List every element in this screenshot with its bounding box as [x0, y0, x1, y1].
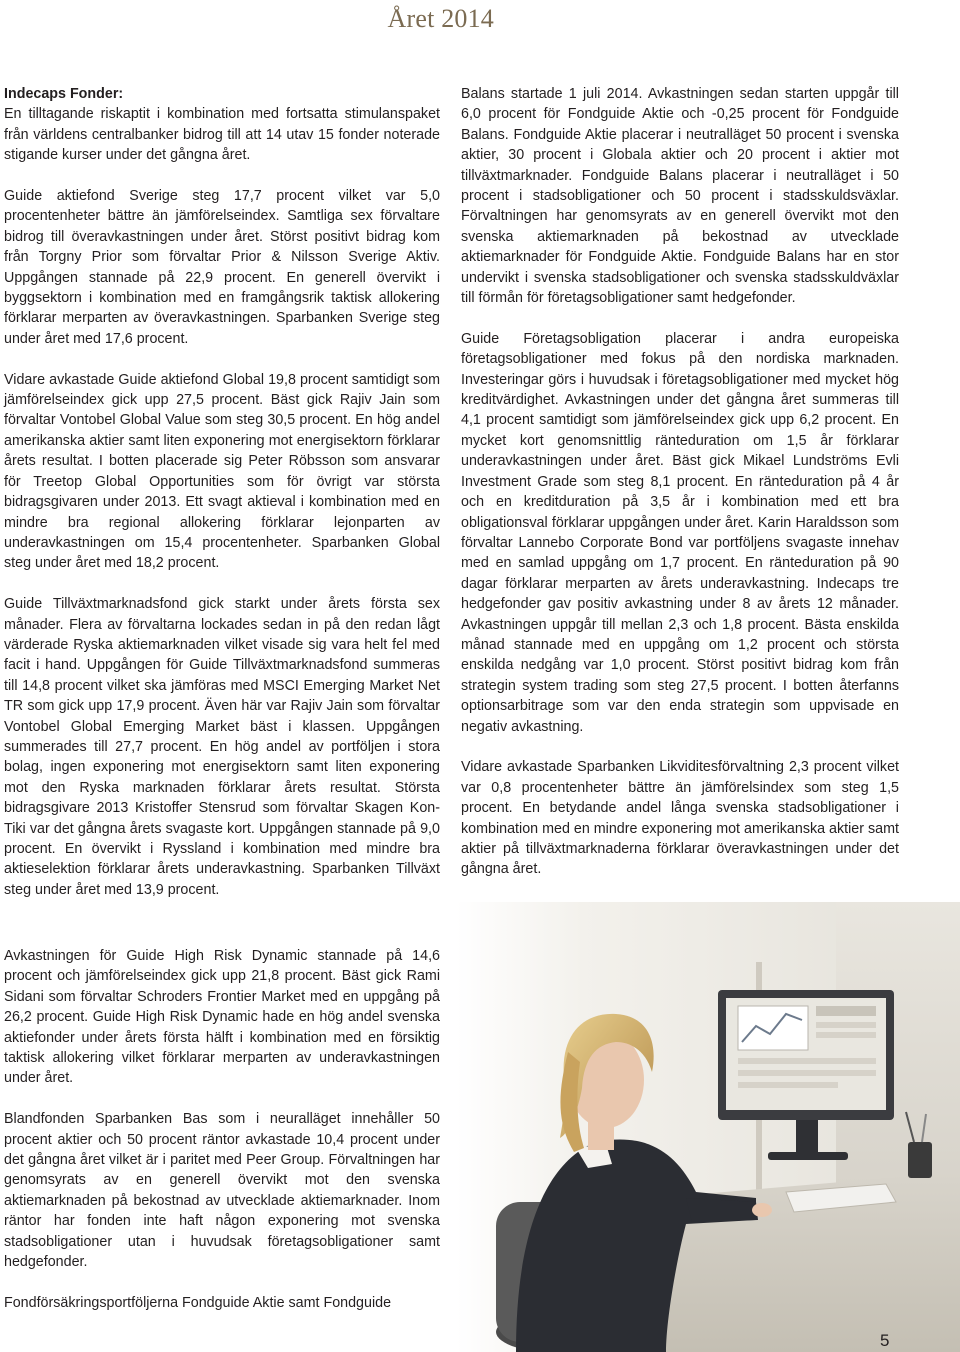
- paragraph: Guide Tillväxtmarknadsfond gick starkt under årets första sex månader. Flera av förvaltarna lockades sedan in på den redan lågt värderade Ryska aktiemarknaden vilket visade sig vara helt fel med facit i hand. Uppgången för Guide Tillväxtmarknadsfond summeras till 14,8 procent vilket ska jämföras med MSCI Emerging Market Net TR som gick upp 17,9 procent. Även här var Rajiv Jain som förvaltar Vontobel Global Emerging Market bäst i klassen. Uppgången summerades till 27,7 procent. En hög andel av portföljen i stora bolag, ingen exponering mot energisektorn samt liten exponering mot den Ryska marknaden förklarar årets resultat. Största bidragsgivare 2013 Kristoffer Stensrud som förvaltar Skagen Kon-Tiki var det gångna årets svagaste kort. Uppgången stannade på 9,0 procent. En övervikt i Ryssland i kombination med mindre bra aktieselektion förklarar årets underavkastning. Sparbanken Tillväxt steg under året med 13,9 procent.: [4, 596, 440, 898]
- paragraph: Balans startade 1 juli 2014. Avkastningen sedan starten uppgår till 6,0 procent för Fondguide Aktie och -0,25 procent för Fondguide Balans. Fondguide Aktie placerar i neutralläget 50 procent i svenska aktier, 30 procent i Globala aktier och 20 procent i aktier mot tillväxtmarknader. Fondguide Balans placerar i neutralläget i 50 procent i stadsobligationer och 50 procent i stadsskuldsväxlar. Förvaltningen har genomsyrats av en generell övervikt mot den svenska aktiemarknaden på bekostnad av utvecklade aktiemarknader för Fondguide Aktie. Fondguide Balans har en stor undervikt i svenska stadsobligationer och svenska stadsskuldväxlar till förmån för företagsobligationer samt hedgefonder.: [461, 86, 899, 307]
- paragraph: Guide Företagsobligation placerar i andra europeiska företagsobligationer med fokus på den nordiska marknaden. Investeringar görs i huvudsak i företagsobligationer med mycket hög kreditvärdighet. Avkastningen under det gångna året summeras till 4,1 procent samtidigt som jämförelseindex gick upp 6,2 procent. En mycket kort genomsnittlig ränteduration om 1,5 år förklarar underavkastningen under året. Bäst gick Mikael Lundströms Evli Investment Grade som steg 8,1 procent. En ränteduration på 4 år och en kreditduration på 3,5 år i kombination med ett bra obligationsval förklarar uppgången under året. Karin Haraldsson som förvaltar Lannebo Corporate Bond var portföljens svagaste innehav med en samlad uppgång om 1,7 procent. En ränteduration på 90 dagar förklarar merparten av årets underavkastning. Indecaps tre hedgefonder gav positiv avkastning under 8 av årets 12 månader. Avkastningen uppgår till mellan 2,3 och 1,8 procent. Bästa enskilda månad stannade med en uppgång om 1,2 procent och största enskilda nedgång var 1,0 procent. Störst positivt bidrag kom från strategin system trading som steg 27,5 procent. I botten återfanns optionsarbitrage som var den enda strategin som uppvisade en negativ avkastning.: [461, 330, 899, 735]
- page-title: Året 2014: [387, 4, 494, 33]
- office-photo-illustration: [456, 902, 960, 1352]
- left-column-bottom: [4, 946, 440, 1313]
- office-worker-photo: [456, 902, 960, 1352]
- right-column: [461, 84, 899, 880]
- intro-paragraph: [4, 84, 440, 166]
- paragraph: Blandfonden Sparbanken Bas som i neuralläget innehåller 50 procent aktier och 50 procent räntor avkastade 10,4 procent under det gångna året vilket är i paritet med Peer Group. Förvaltningen har genomsyrats av en generell övervikt mot den svenska aktiemarknaden på bekostnad av utvecklade aktiemarknader. Inom räntor har fonden inte haft någon exponering mot svenska stadsobligationer utan i huvudsak företagsobligationer samt hedgefonder.: [4, 1111, 440, 1271]
- paragraph: Vidare avkastade Sparbanken Likviditesförvaltning 2,3 procent vilket var 0,8 procentenheter bättre än jämförelsindex som steg 1,5 procent. En betydande andel långa svenska stadsobligationer i kombination med en mindre exponering mot amerikanska aktier samt aktier på tillväxtmarknaderna förklarar överavkastningen under det gångna året.: [461, 759, 899, 878]
- paragraph: Avkastningen för Guide High Risk Dynamic stannade på 14,6 procent och jämförelseindex gick upp 21,8 procent. Bäst gick Rami Sidani som förvaltar Schroders Frontier Market med en uppgång på 26,2 procent. Guide High Risk Dynamic hade en hög andel svenska aktiefonder under årets första hälft i kombination med en försiktig taktisk allokering vilket förklarar merparten av underavkastningen under året.: [4, 948, 440, 1087]
- paragraph: Vidare avkastade Guide aktiefond Global 19,8 procent samtidigt som jämförelseindex gick upp 27,5 procent. Bäst gick Rajiv Jain som förvaltar Vontobel Global Value som steg 30,5 procent. En hög andel amerikanska aktier samt liten exponering mot energisektorn förklarar årets resultat. I botten placerade sig Peter Röbsson som ansvarar för Treetop Global Opportunities som för övrigt var största bidragsgivaren under 2013. Ett svagt aktieval i kombination med en mindre bra regional allokering förklarar lejonparten av underavkastningen om 15,4 procentenheter. Sparbanken Global steg under året med 18,2 procent.: [4, 371, 440, 572]
- section-heading: Indecaps Fonder:: [4, 86, 124, 102]
- left-column: [4, 84, 440, 900]
- paragraph-text: En tilltagande riskaptit i kombination med fortsatta stimulanspaket från världens centralbanker bidrog till att 14 utav 15 fonder noterade stigande kurser under det gångna året.: [4, 106, 440, 164]
- page-number: 5: [880, 1331, 890, 1350]
- paragraph: Fondförsäkringsportföljerna Fondguide Aktie samt Fondguide: [4, 1294, 392, 1311]
- paragraph: Guide aktiefond Sverige steg 17,7 procent vilket var 5,0 procentenheter bättre än jämförelseindex. Samtliga sex förvaltare bidrog till överavkastningen under året. Störst positivt bidrag kom från Torgny Prior som förvaltar Prior & Nilsson Sverige Aktiv. Uppgången stannade på 22,9 procent. En generell övervikt i byggsektorn i kombination med en framgångsrik taktisk allokering förklarar merparten av överavkastningen. Sparbanken Sverige steg under året med 17,6 procent.: [4, 188, 440, 347]
